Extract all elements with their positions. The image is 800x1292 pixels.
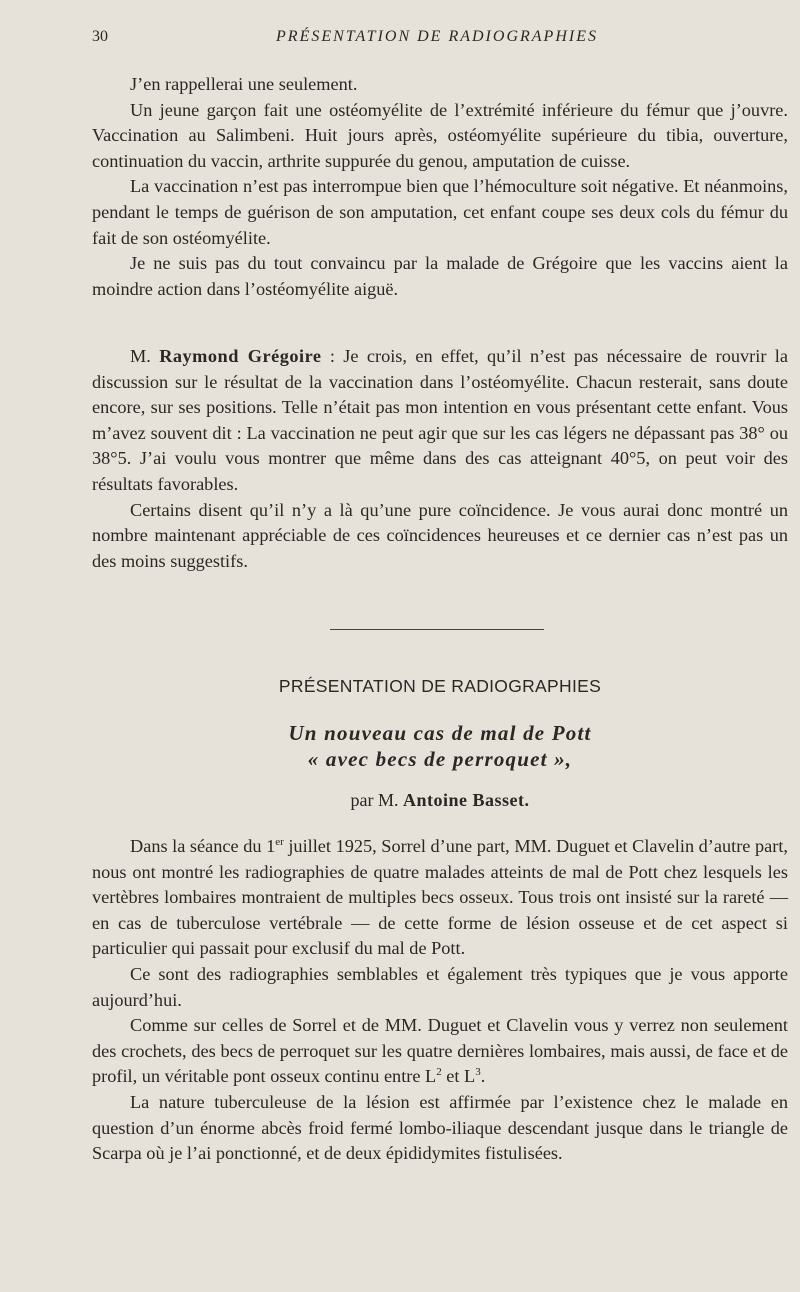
page-number: 30 (92, 28, 108, 45)
superscript: 2 (436, 1066, 442, 1079)
reply-text: : Je crois, en effet, qu’il n’est pas nécessaire de rouvrir la discussion sur le résultat de la vaccination dans l’ostéomyélite. Chacun resterait, sans doute encore, sur ses positions. Telle n’était pas mon intention en vous présentant cette enfant. Vous m’avez souvent dit : La vaccination ne peut agir que sur les cas légers ne dépassant pas 38° ou 38°5. J’ai voulu vous montrer que même dans des cas atteignant 40°5, on peut voir des résultats favorables. (92, 346, 788, 494)
reply-prefix: M. (130, 346, 160, 366)
superscript: 3 (475, 1066, 481, 1079)
text-run: Comme sur celles de Sorrel et de MM. Duguet et Clavelin vous y verrez non seulement des crochets, des becs de perroquet sur les quatre dernières lombaires, mais aussi, de face et de profil, un véritable pont osseux continu entre L (92, 1015, 788, 1087)
text-run: Dans la séance du 1 (130, 836, 276, 856)
text-run: . (480, 1066, 486, 1087)
article-title (92, 720, 788, 772)
reply-block (92, 344, 788, 574)
article-title-line: « avec becs de perroquet », (307, 747, 573, 771)
running-header (92, 28, 782, 52)
superscript: er (275, 835, 284, 848)
article-body (92, 834, 788, 1167)
paragraph (92, 1013, 788, 1090)
byline-prefix: par M. (350, 790, 403, 810)
article-title-line: Un nouveau cas de mal de Pott (288, 721, 592, 745)
paragraph: Un jeune garçon fait une ostéomyélite de l’extrémité inférieure du fémur que j’ouvre. Vaccination au Salimbeni. Huit jours après, ostéomyélite supérieure du tibia, ouverture, continuation du vaccin, arthrite suppurée du genou, amputation de cuisse. (92, 99, 788, 171)
paragraph: La nature tuberculeuse de la lésion est affirmée par l’existence chez le malade en question d’un énorme abcès froid fermé lombo-iliaque descendant jusque dans le triangle de Scarpa où je l’ai ponctionné, et de deux épididymites fistulisées. (92, 1091, 788, 1164)
section-heading: PRÉSENTATION DE RADIOGRAPHIES (278, 676, 602, 696)
paragraph: Ce sont des radiographies semblables et également très typiques que je vous apporte aujourd’hui. (92, 963, 788, 1010)
paragraph: J’en rappellerai une seulement. (130, 74, 358, 94)
paragraph: Certains disent qu’il n’y a là qu’une pure coïncidence. Je vous aurai donc montré un nombre maintenant appréciable de ces coïncidences heureuses et ce dernier cas n’est pas un des moins suggestifs. (92, 499, 788, 571)
byline (92, 790, 788, 811)
speaker-name: Raymond Grégoire (159, 346, 322, 366)
paragraph: Je ne suis pas du tout convaincu par la malade de Grégoire que les vaccins aient la moindre action dans l’ostéomyélite aiguë. (92, 253, 788, 299)
text-run: juillet 1925, Sorrel d’une part, MM. Duguet et Clavelin d’autre part, nous ont montré les radiographies de quatre malades atteints de mal de Pott chez lesquels les vertèbres lombaires montraient de multiples becs osseux. Tous trois ont insisté sur la rareté — en cas de tuberculose vertébrale — de cette forme de lésion osseuse et de cet aspect si particulier qui passait pour exclusif du mal de Pott. (92, 836, 788, 959)
running-title: PRÉSENTATION DE RADIOGRAPHIES (276, 28, 598, 45)
author-name: Antoine Basset. (402, 790, 530, 810)
paragraph: La vaccination n’est pas interrompue bien que l’hémoculture soit négative. Et néanmoins, pendant le temps de guérison de son amputation, cet enfant coupe ses deux cols du fémur du fait de son ostéomyélite. (92, 176, 788, 248)
discussion-block (92, 72, 788, 302)
text-run: et L (441, 1066, 476, 1087)
section-divider (330, 629, 544, 630)
reply-paragraph (92, 344, 788, 498)
paragraph (92, 834, 788, 962)
